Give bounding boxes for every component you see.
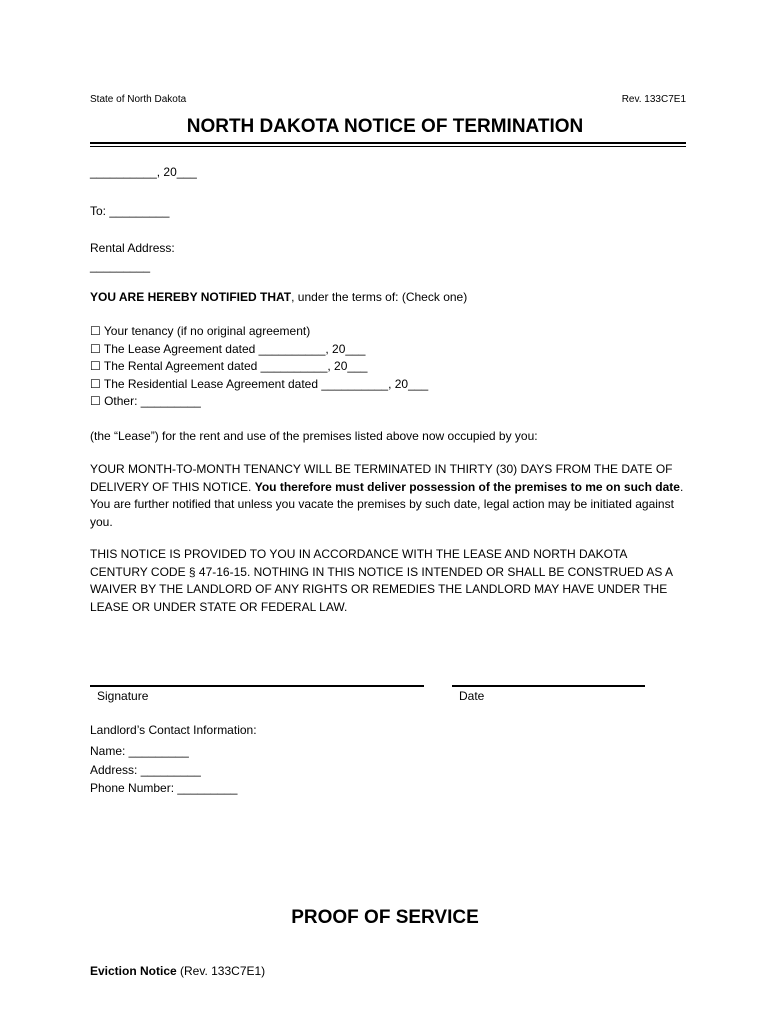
termination-bold: You therefore must deliver possession of the premises to me on such date bbox=[254, 479, 680, 494]
revision-label: Rev. 133C7E1 bbox=[621, 94, 686, 105]
date-sign-line bbox=[452, 685, 645, 687]
footer bbox=[90, 963, 265, 981]
document-title: NORTH DAKOTA NOTICE OF TERMINATION bbox=[186, 116, 584, 137]
option-lease-agreement[interactable]: ☐ The Lease Agreement dated __________, 20___ bbox=[90, 341, 366, 356]
option-tenancy[interactable]: ☐ Your tenancy (if no original agreement) bbox=[90, 324, 311, 338]
option-residential-lease[interactable]: ☐ The Residential Lease Agreement dated __________, 20___ bbox=[90, 376, 429, 391]
options-list bbox=[90, 323, 428, 411]
rental-address-value: _________ bbox=[90, 259, 151, 273]
termination-part2: . You are further notified that unless you vacate the premises by such date, legal action may be initiated against you. bbox=[90, 479, 684, 529]
title-rule-thick bbox=[90, 142, 686, 144]
footer-rest: (Rev. 133C7E1) bbox=[176, 964, 266, 978]
contact-address: Address: _________ bbox=[90, 763, 201, 777]
signature-line bbox=[90, 685, 424, 687]
contact-phone: Phone Number: _________ bbox=[90, 781, 238, 795]
legal-paragraph: THIS NOTICE IS PROVIDED TO YOU IN ACCORDANCE WITH THE LEASE AND NORTH DAKOTA CENTURY CODE § 47-16-15. NOTHING IN THIS NOTICE IS INTENDED OR SHALL BE CONSTRUED AS A WAIVER BY THE LANDLORD OF ANY RIGHTS OR REMEDIES THE LANDLORD MAY HAVE UNDER THE LEASE OR UNDER STATE OR FEDERAL LAW. bbox=[90, 547, 673, 614]
state-label: State of North Dakota bbox=[90, 94, 187, 105]
date-line: __________, 20___ bbox=[90, 165, 197, 179]
notice-line bbox=[90, 289, 467, 307]
option-other[interactable]: ☐ Other: _________ bbox=[90, 394, 201, 408]
proof-of-service-title: PROOF OF SERVICE bbox=[291, 907, 479, 928]
rental-address-label: Rental Address: bbox=[90, 241, 175, 255]
date-label: Date bbox=[459, 689, 485, 703]
title-rule-thin bbox=[90, 146, 686, 147]
option-rental-agreement[interactable]: ☐ The Rental Agreement dated __________, 20___ bbox=[90, 359, 368, 373]
termination-part1: YOUR MONTH-TO-MONTH TENANCY WILL BE TERMINATED IN THIRTY (30) DAYS FROM THE DATE OF DELIVERY OF THIS NOTICE. bbox=[90, 462, 673, 494]
signature-label: Signature bbox=[97, 689, 149, 703]
lease-line: (the “Lease”) for the rent and use of the premises listed above now occupied by you: bbox=[90, 429, 538, 443]
notice-rest: , under the terms of: (Check one) bbox=[291, 290, 468, 304]
contact-name: Name: _________ bbox=[90, 744, 189, 758]
termination-paragraph bbox=[90, 461, 686, 531]
contact-heading: Landlord’s Contact Information: bbox=[90, 723, 257, 737]
footer-bold: Eviction Notice bbox=[90, 964, 177, 978]
to-line: To: _________ bbox=[90, 204, 170, 218]
notice-bold: YOU ARE HEREBY NOTIFIED THAT bbox=[90, 290, 292, 304]
